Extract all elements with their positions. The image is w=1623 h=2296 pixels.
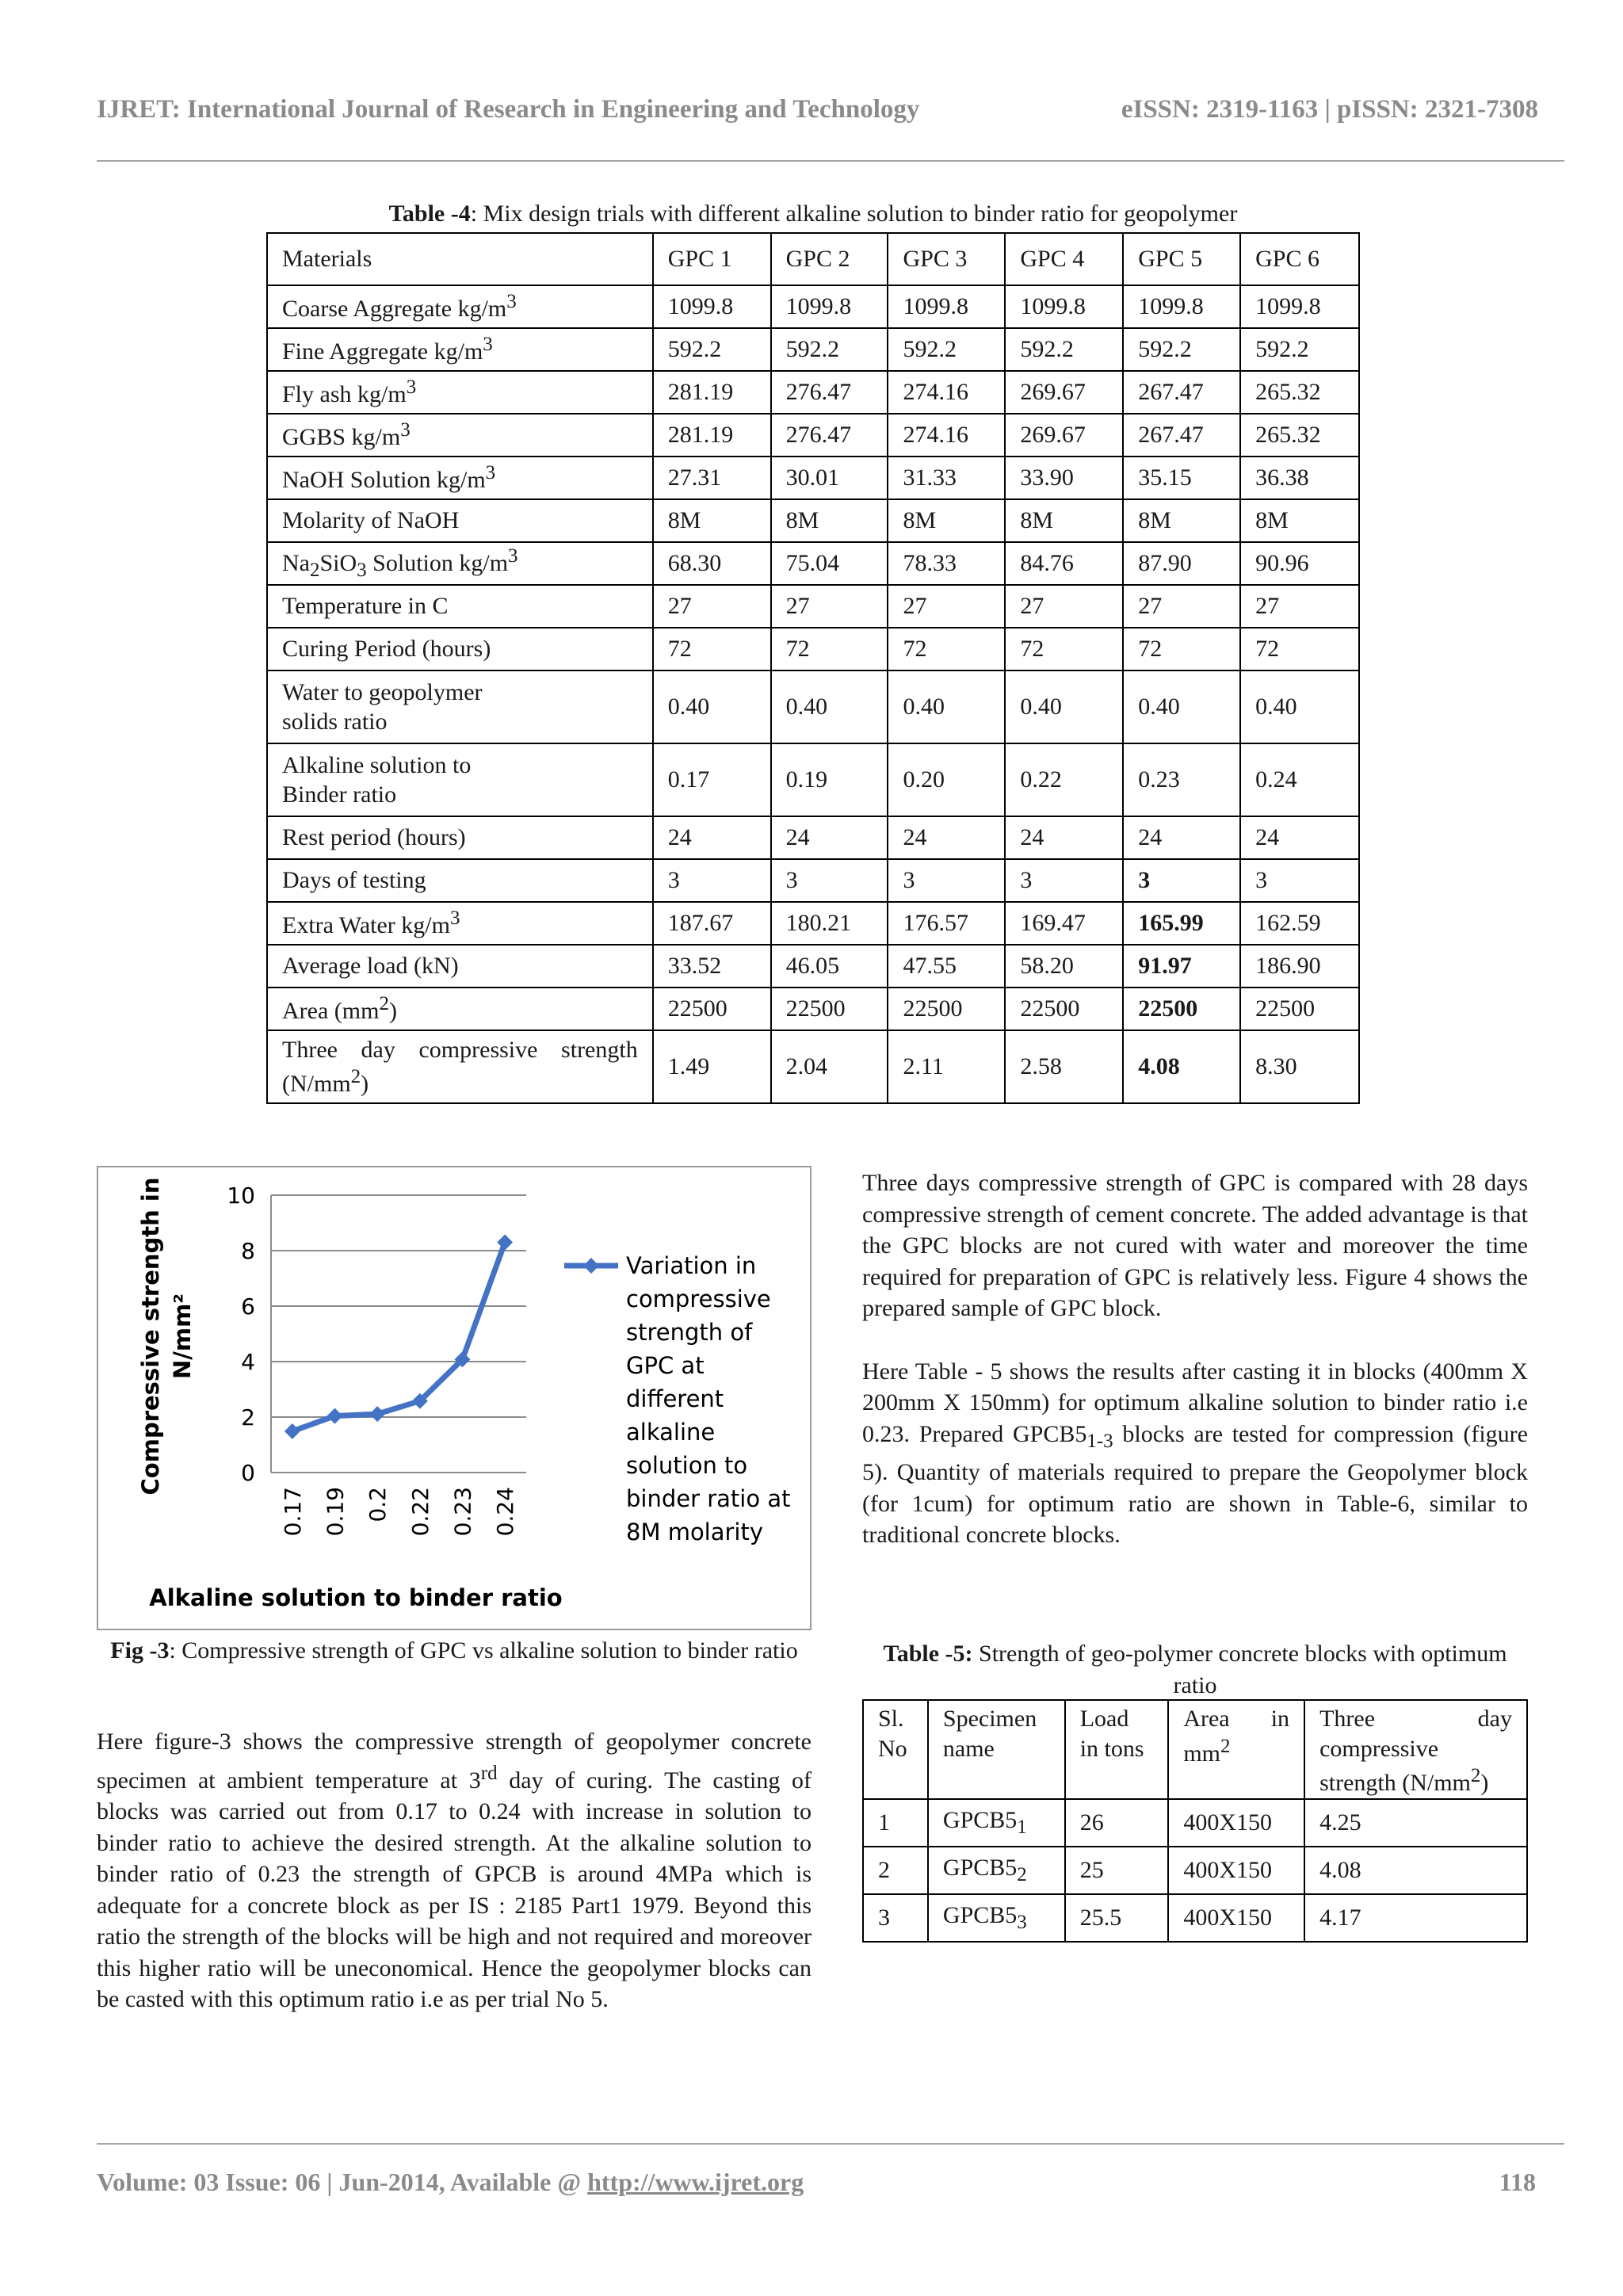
table5-header-load: Load in tons [1065,1700,1169,1799]
table4-cell: 0.17 [653,743,771,816]
table4-cell: 0.40 [771,670,888,743]
table4-row-label: Extra Water $kg/m^3$ [267,902,653,945]
legend-text: solution to [626,1452,748,1479]
table4-row [267,902,1359,945]
table4-cell: 24 [1240,816,1359,859]
table4-row-label: Average load (kN) [267,945,653,988]
table5-cell-strength: 4.17 [1304,1894,1527,1942]
table5-header-area: Area in $mm^2$ [1168,1700,1304,1799]
table5-cell-area: 400X150 [1168,1847,1304,1894]
table4-cell: 72 [1123,628,1240,670]
table4-cell: 0.24 [1240,743,1359,816]
table4-cell: 90.96 [1240,542,1359,585]
table4-row-label [267,1030,653,1103]
table4-cell: 1.49 [653,1030,771,1103]
table4-cell: 0.23 [1123,743,1240,816]
right-column [862,1167,1528,1551]
p2-part2: blocks are tested for compression (figure 5). Quantity of materials required to prepare the Geopolymer block (for 1cum) for optimum ratio are shown in Table-6, similar to traditional concrete blocks. [862,1420,1528,1548]
table4-cell: 27 [653,585,771,628]
table5-cell-sl: 3 [863,1894,928,1942]
footer-volume-info [97,2168,804,2197]
data-point-marker [285,1423,300,1439]
table4-cell: 78.33 [888,542,1005,585]
table4-cell: 84.76 [1005,542,1123,585]
table4-row [267,670,1359,743]
table4-body [267,233,1359,1103]
table4-cell: 4.08 [1123,1030,1240,1103]
table4-label-line: Alkaline solution to [282,751,472,778]
table4-cell: 267.47 [1123,371,1240,414]
legend-text: strength of [626,1319,753,1346]
table4-cell: 276.47 [771,414,888,457]
table4-row-label: Fine Aggregate $kg/m^3$ [267,328,653,371]
table4-cell: 36.38 [1240,457,1359,499]
table4-cell: 186.90 [1240,945,1359,988]
table4-cell: 87.90 [1123,542,1240,585]
superscript: 3 [508,545,518,567]
table4-cell: 265.32 [1240,414,1359,457]
table4-cell: 274.16 [888,371,1005,414]
y-tick-label: 6 [241,1293,255,1320]
table4-cell: 0.40 [1123,670,1240,743]
subscript: 3 [1017,1911,1027,1933]
table5-cell-name: $GPCB5_3$ [928,1894,1065,1942]
table4-cell: 91.97 [1123,945,1240,988]
p2-sub: 1-3 [1086,1430,1113,1452]
page-number: 118 [1499,2168,1536,2196]
table4-cell: 1099.8 [888,285,1005,328]
table4-row-label: Area $(mm^2)$ [267,988,653,1030]
table4-header-cell: GPC 3 [888,233,1005,285]
table4-cell: 274.16 [888,414,1005,457]
table4-cell: 8M [771,499,888,542]
table4-cell: 22500 [653,988,771,1030]
table4-row-label: NaOH Solution $kg/m^3$ [267,457,653,499]
table5-row [863,1847,1527,1894]
data-point-marker [327,1408,343,1424]
table4-cell: 3 [888,859,1005,902]
figure3-chart [98,1167,810,1629]
table5-cell-area: 400X150 [1168,1894,1304,1942]
legend-text: 8M molarity [626,1519,764,1545]
legend-text: Variation in [626,1252,757,1279]
table4-cell: 0.40 [1005,670,1123,743]
table4-cell: 2.04 [771,1030,888,1103]
table4-cell: 58.20 [1005,945,1123,988]
table4-cell: 72 [1240,628,1359,670]
y-tick-label: 8 [241,1238,255,1264]
table5-cell-load: 25 [1065,1847,1169,1894]
table4-cell: 8M [653,499,771,542]
table4-header-cell: GPC 4 [1005,233,1123,285]
table4-cell: 47.55 [888,945,1005,988]
table4-cell: 592.2 [888,328,1005,371]
table4-cell: 269.67 [1005,371,1123,414]
table4-cell: 72 [653,628,771,670]
table4-caption-text: : Mix design trials with different alkaline solution to binder ratio for geopolymer [470,201,1238,227]
table4-cell: 24 [888,816,1005,859]
table4-header-row [267,233,1359,285]
superscript: 3 [400,419,411,441]
table4-label-line: solids ratio [282,709,388,735]
table4-cell: 0.40 [888,670,1005,743]
table4-cell: 24 [1005,816,1123,859]
table4-row-label: Temperature in C [267,585,653,628]
table5-cell-strength: 4.08 [1304,1847,1527,1894]
figure3-caption [97,1635,812,1667]
table5-cell-name: $GPCB5_2$ [928,1847,1065,1894]
header-rule [97,160,1564,162]
table4-cell: 22500 [771,988,888,1030]
table4-cell: 592.2 [771,328,888,371]
footer-rule [97,2143,1564,2145]
gpc-comparison-paragraph: Three days compressive strength of GPC is compared with 28 days compressive strength of cement concrete. The added advantage is that the GPC blocks are not cured with water and moreover the time required for preparation of GPC is relatively less. Figure 4 shows the prepared sample of GPC block. [862,1170,1528,1321]
table4-row-label: GGBS $kg/m^3$ [267,414,653,457]
table5-intro-paragraph [862,1356,1528,1551]
table4-cell: 31.33 [888,457,1005,499]
table5-cell-strength: 4.25 [1304,1799,1527,1847]
y-axis-title-unit: N/mm² [169,1293,196,1379]
table4-cell: 27 [888,585,1005,628]
p2-part1: Here Table - 5 shows the results after casting it in blocks (400mm X 200mm X 150mm) for optimum alkaline solution to binder ratio i.e 0.23. Prepared GPCB5 [862,1358,1528,1447]
table4-header-cell: GPC 5 [1123,233,1240,285]
table4-row-label: Molarity of NaOH [267,499,653,542]
table4-cell: 165.99 [1123,902,1240,945]
x-tick-label: 0.17 [279,1487,306,1537]
table4-cell: 169.47 [1005,902,1123,945]
table5-header-strength: Three day compressive strength $(N/mm^2)$ [1304,1700,1527,1799]
figure3-caption-label: Fig -3 [110,1637,170,1664]
table5-cell-sl: 1 [863,1799,928,1847]
table4-cell: 281.19 [653,371,771,414]
table5 [862,1699,1528,1943]
journal-title: IJRET: International Journal of Research in Engineering and Technology [97,95,920,124]
x-tick-label: 0.23 [449,1487,476,1537]
figure3-chart-frame [97,1166,812,1630]
legend-text: binder ratio at [626,1485,791,1512]
table4-cell: 592.2 [1005,328,1123,371]
table5-row [863,1799,1527,1847]
subscript: 1 [1017,1816,1027,1838]
table5-caption-text: Strength of geo-polymer concrete blocks with optimum ratio [972,1641,1507,1698]
table4-row [267,542,1359,585]
table4-cell: 3 [653,859,771,902]
table4-cell: 24 [771,816,888,859]
subscript: 2 [309,560,320,582]
table4-cell: 592.2 [653,328,771,371]
table5-header-specimen: Specimen name [928,1700,1065,1799]
superscript: 3 [506,291,517,313]
table4-cell: 72 [771,628,888,670]
y-tick-label: 2 [241,1404,255,1431]
table4-cell: 27 [1123,585,1240,628]
table4-cell: 75.04 [771,542,888,585]
table4-cell: 72 [888,628,1005,670]
table5-body [863,1799,1527,1942]
left-column [97,1726,812,2015]
superscript: 2 [379,993,389,1015]
table4-row-label [267,743,653,816]
table4-caption [266,198,1360,230]
table4-cell: 1099.8 [653,285,771,328]
y-tick-label: 4 [241,1349,255,1375]
table4-cell: 33.90 [1005,457,1123,499]
table4-cell: 8M [1123,499,1240,542]
table4-row [267,743,1359,816]
p1-sup-rd: rd [480,1762,498,1784]
table4-cell: 22500 [1123,988,1240,1030]
x-tick-label: 0.22 [407,1487,433,1537]
x-tick-label: 0.2 [365,1487,391,1522]
y-tick-label: 0 [241,1460,255,1486]
table4-cell: 33.52 [653,945,771,988]
figure3-caption-text: : Compressive strength of GPC vs alkaline solution to binder ratio [169,1637,798,1664]
table4-cell: 27.31 [653,457,771,499]
table5-caption-label: Table -5: [883,1641,973,1667]
table4-cell: 0.19 [771,743,888,816]
table4-label-line: $(N/mm^2)$ [282,1066,369,1097]
table4-cell: 35.15 [1123,457,1240,499]
table4-cell: 72 [1005,628,1123,670]
table4-cell: 592.2 [1240,328,1359,371]
data-point-marker [369,1406,385,1422]
table4-header-cell: GPC 6 [1240,233,1359,285]
table4-row-label: Curing Period (hours) [267,628,653,670]
table4-row [267,628,1359,670]
subscript: 2 [1017,1863,1027,1885]
table4-cell: 176.57 [888,902,1005,945]
table4-row-label [267,670,653,743]
legend-marker [583,1258,599,1274]
table4-cell: 187.67 [653,902,771,945]
table4-header-cell: Materials [267,233,653,285]
table4-row [267,945,1359,988]
table4-row-label: Rest period (hours) [267,816,653,859]
table4-cell: 27 [1240,585,1359,628]
table4-cell: 8.30 [1240,1030,1359,1103]
legend-text: different [626,1385,724,1412]
subscript: 3 [357,560,367,582]
table4-row-label: Fly ash $kg/m^3$ [267,371,653,414]
figure3-discussion-paragraph [97,1726,812,2015]
table4-cell: 3 [1005,859,1123,902]
table4-cell: 592.2 [1123,328,1240,371]
table4-row [267,328,1359,371]
table4-label-line: Water to geopolymer [282,678,483,705]
table4-row [267,1030,1359,1103]
table5-caption [862,1638,1528,1701]
table5-header-row [863,1700,1527,1799]
table4-label-line: Three day compressive strength [282,1036,638,1063]
legend-text: GPC at [626,1352,705,1379]
table4-row [267,816,1359,859]
table4-cell: 1099.8 [1123,285,1240,328]
table4-cell: 267.47 [1123,414,1240,457]
table4-cell: 265.32 [1240,371,1359,414]
table4-cell: 281.19 [653,414,771,457]
table4-cell: 0.40 [653,670,771,743]
table4-row-label: $Na_2SiO_3$ Solution $kg/m^3$ [267,542,653,585]
table4-cell: 162.59 [1240,902,1359,945]
table4-row [267,988,1359,1030]
table4-cell: 22500 [888,988,1005,1030]
table4-cell: 27 [1005,585,1123,628]
table4-row [267,285,1359,328]
table4-row [267,371,1359,414]
table4-cell: 24 [1123,816,1240,859]
legend-text: compressive [626,1286,771,1312]
y-tick-label: 10 [227,1182,255,1209]
table4-cell: 8M [1240,499,1359,542]
x-axis-title: Alkaline solution to binder ratio [149,1584,563,1611]
table4-label-line: Binder ratio [282,781,397,808]
table5-cell-load: 26 [1065,1799,1169,1847]
x-tick-label: 0.24 [492,1487,519,1537]
y-axis-title: Compressive strength in [137,1177,164,1496]
x-tick-label: 0.19 [322,1487,349,1537]
table4-cell: 3 [1123,859,1240,902]
table4-row [267,499,1359,542]
table4-cell: 180.21 [771,902,888,945]
table4-cell: 1099.8 [1005,285,1123,328]
table4-caption-label: Table -4 [388,201,471,227]
table4-cell: 46.05 [771,945,888,988]
series-line [292,1243,505,1431]
issn-info: eISSN: 2319-1163 | pISSN: 2321-7308 [1121,95,1538,124]
table4-cell: 0.20 [888,743,1005,816]
table4-cell: 68.30 [653,542,771,585]
superscript: 2 [350,1066,361,1087]
table4-cell: 2.58 [1005,1030,1123,1103]
table4-cell: 27 [771,585,888,628]
table4-cell: 8M [1005,499,1123,542]
table4 [266,232,1360,1104]
table4-row-label: Coarse Aggregate $kg/m^3$ [267,285,653,328]
table4-row [267,585,1359,628]
table4-cell: 2.11 [888,1030,1005,1103]
table4-row-label: Days of testing [267,859,653,902]
table4-cell: 3 [771,859,888,902]
table4-cell: 24 [653,816,771,859]
footer-link[interactable]: http://www.ijret.org [587,2168,804,2196]
table4-row [267,859,1359,902]
table4-cell: 276.47 [771,371,888,414]
superscript: 3 [449,907,460,930]
p1-part1: Here figure-3 shows the compressive strength of geopolymer concrete specimen at ambient temperature at 3 [97,1729,812,1794]
table4-cell: 30.01 [771,457,888,499]
table4-row [267,414,1359,457]
data-point-marker [497,1235,513,1251]
table5-cell-load: 25.5 [1065,1894,1169,1942]
table5-cell-sl: 2 [863,1847,928,1894]
table4-row [267,457,1359,499]
table4-cell: 0.22 [1005,743,1123,816]
table5-row [863,1894,1527,1942]
table4-cell: 3 [1240,859,1359,902]
p1-part2: day of curing. The casting of blocks was carried out from 0.17 to 0.24 with increase in solution to binder ratio to achieve the desired strength. At the alkaline solution to binder ratio of 0.23 the strength of GPCB is around 4MPa which is adequate for a concrete block as per IS : 2185 Part1 1979. Beyond this ratio the strength of the blocks will be high and not required and moreover this higher ratio will be uneconomical. Hence the geopolymer blocks can be casted with this optimum ratio i.e as per trial No 5. [97,1767,812,2012]
legend-text: alkaline [626,1419,716,1446]
footer-volume-text: Volume: 03 Issue: 06 | Jun-2014, Available @ [97,2168,588,2196]
table4-cell: 0.40 [1240,670,1359,743]
superscript: 3 [485,462,496,484]
table4-cell: 8M [888,499,1005,542]
table5-header-sl: Sl. No [863,1700,928,1799]
superscript: 3 [483,334,493,356]
table4-cell: 269.67 [1005,414,1123,457]
table4-cell: 1099.8 [771,285,888,328]
table4-cell: 1099.8 [1240,285,1359,328]
table5-cell-area: 400X150 [1168,1799,1304,1847]
table4-cell: 22500 [1240,988,1359,1030]
table5-cell-name: $GPCB5_1$ [928,1799,1065,1847]
table4-header-cell: GPC 2 [771,233,888,285]
table4-header-cell: GPC 1 [653,233,771,285]
superscript: 3 [406,376,417,399]
table4-cell: 22500 [1005,988,1123,1030]
